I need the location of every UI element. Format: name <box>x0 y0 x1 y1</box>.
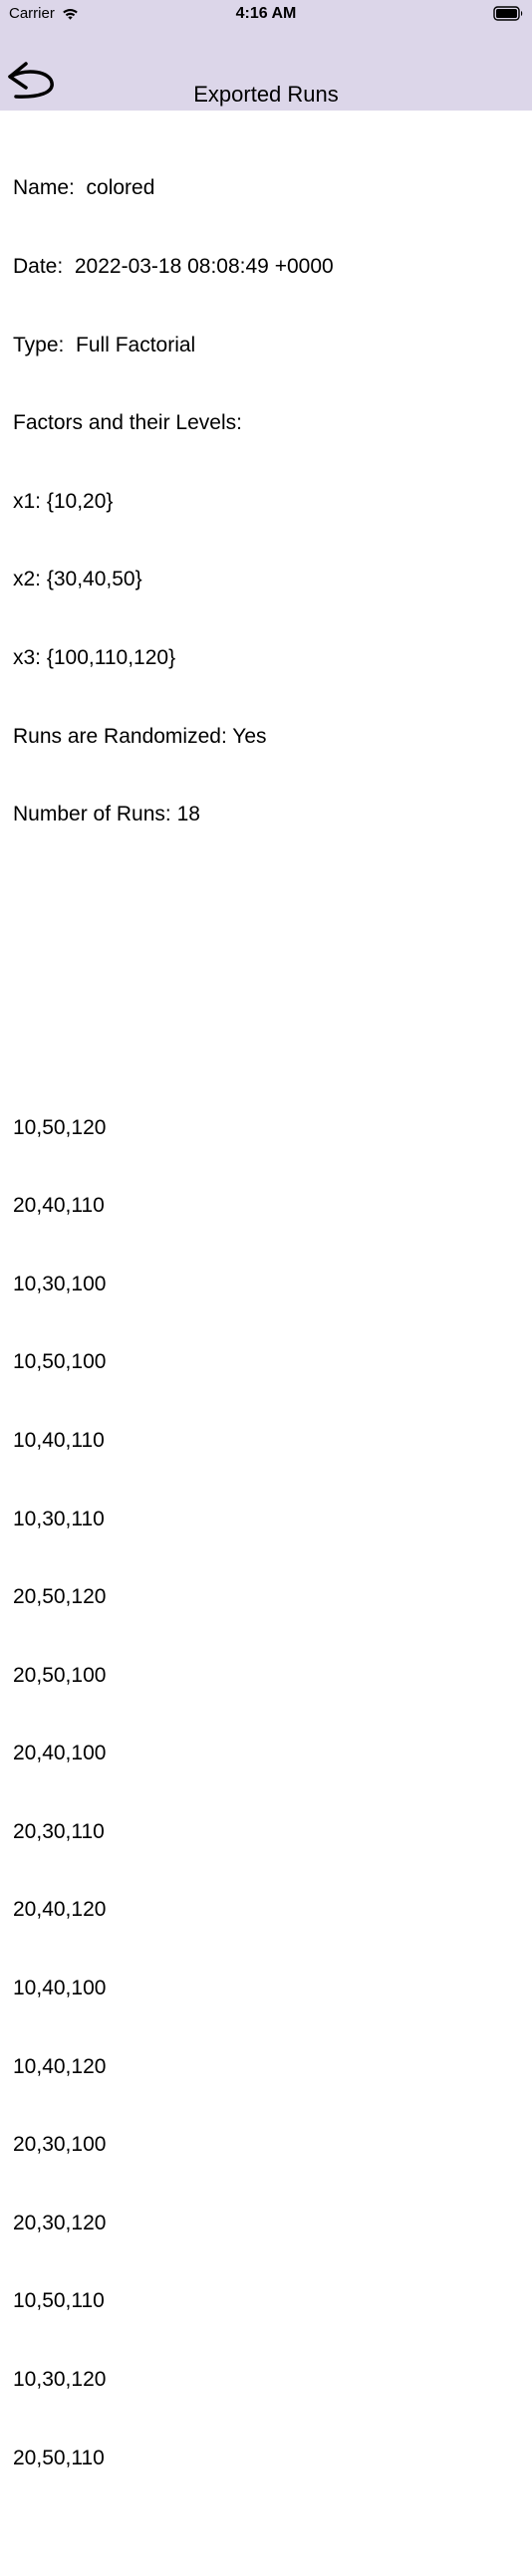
factors-heading: Factors and their Levels: <box>13 411 242 435</box>
navigation-bar <box>0 40 532 111</box>
factor-x2: x2: {30,40,50} <box>13 568 142 591</box>
run-row: 20,50,110 <box>13 2446 105 2469</box>
run-row: 10,30,100 <box>13 1272 107 1295</box>
number-of-runs: Number of Runs: 18 <box>13 803 200 826</box>
run-row: 20,40,100 <box>13 1742 107 1765</box>
experiment-type: Type: Full Factorial <box>13 333 196 356</box>
factor-x3: x3: {100,110,120} <box>13 645 176 669</box>
run-row: 10,30,110 <box>13 1507 105 1530</box>
run-row: 20,30,100 <box>13 2133 107 2157</box>
blank-line <box>13 958 521 984</box>
blank-line <box>13 880 521 906</box>
run-row: 10,40,100 <box>13 1977 107 2000</box>
status-bar <box>0 0 532 30</box>
run-row: 20,50,100 <box>13 1663 107 1687</box>
carrier-label: Carrier <box>9 5 55 22</box>
exported-runs-text <box>13 123 521 2576</box>
factor-x1: x1: {10,20} <box>13 489 114 513</box>
header-area <box>0 0 532 111</box>
status-time: 4:16 AM <box>235 5 297 22</box>
randomized-status: Runs are Randomized: Yes <box>13 724 267 748</box>
run-row: 20,30,110 <box>13 1819 105 1843</box>
run-row: 20,50,120 <box>13 1585 107 1609</box>
run-row: 10,40,110 <box>13 1428 105 1452</box>
page-title: Exported Runs <box>193 82 339 107</box>
run-row: 10,50,120 <box>13 1115 107 1139</box>
battery-icon <box>493 6 524 21</box>
run-row: 10,50,110 <box>13 2289 105 2313</box>
run-row: 10,40,120 <box>13 2054 107 2078</box>
experiment-name: Name: colored <box>13 176 155 200</box>
run-row: 10,50,100 <box>13 1350 107 1374</box>
run-row: 20,40,120 <box>13 1898 107 1922</box>
run-row: 10,30,120 <box>13 2368 107 2392</box>
experiment-date: Date: 2022-03-18 08:08:49 +0000 <box>13 255 334 278</box>
run-row: 20,30,120 <box>13 2211 107 2234</box>
run-row: 20,40,110 <box>13 1194 105 1218</box>
runs-list <box>13 1062 521 2523</box>
